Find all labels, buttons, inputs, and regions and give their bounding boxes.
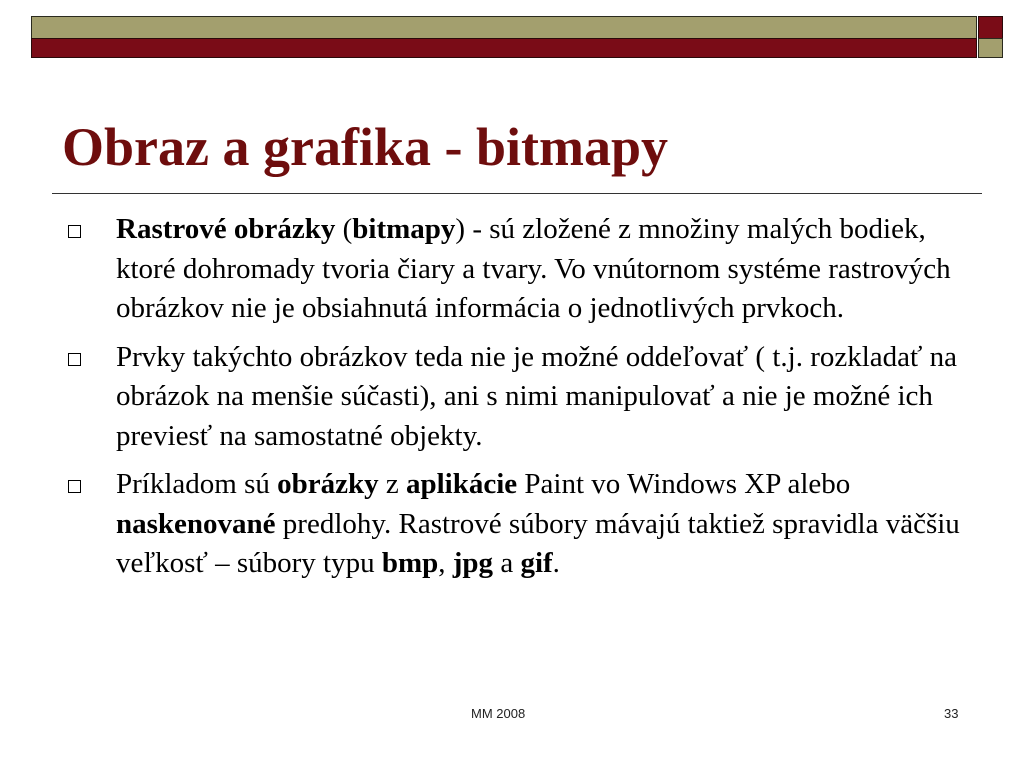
olive-band [31, 16, 977, 39]
bullet-1-part-4: ) - sú zložené z množiny malých bodiek, ktoré dohromady tvoria čiary a tvary. Vo vnútornom systéme rastrových obrázkov nie je obsiahnutá informácia o jednotlivých prvkoch. [116, 213, 951, 324]
olive-corner-square [978, 38, 1003, 58]
bullet-3-part-13: . [552, 547, 560, 579]
bullet-3-part-5: Paint vo Windows XP alebo [517, 468, 851, 500]
bullet-3-part-3: z [378, 468, 406, 500]
bullet-3-part-10: jpg [452, 547, 494, 579]
bullet-3-part-2: obrázky [277, 468, 379, 500]
bullet-1-part-3: bitmapy [352, 213, 456, 245]
bullet-3-part-12: gif [520, 547, 553, 579]
title-divider [52, 193, 982, 194]
square-bullet-icon [68, 480, 81, 493]
bullet-item-1 [64, 210, 984, 329]
maroon-band [31, 38, 977, 58]
square-bullet-icon [68, 225, 81, 238]
page-number: 33 [944, 706, 959, 721]
bullet-3-part-1: Príkladom sú [116, 468, 278, 500]
bullet-1-part-1: Rastrové obrázky [116, 213, 336, 245]
bullet-1-part-2: ( [335, 213, 353, 245]
footer-label: MM 2008 [471, 706, 526, 721]
bullet-3-part-4: aplikácie [406, 468, 518, 500]
bullet-3-part-11: a [493, 547, 521, 579]
bullet-3-part-6: naskenované [116, 507, 276, 540]
bullet-3-part-8: bmp [381, 547, 439, 579]
maroon-corner-square [978, 16, 1003, 39]
bullet-3-part-9: , [438, 547, 453, 579]
bullet-2-part-1: Prvky takýchto obrázkov teda nie je možné oddeľovať ( t.j. rozkladať na obrázok na menšie súčasti), ani s nimi manipulovať a nie je možné ich previesť na samostatné objekty. [116, 340, 958, 452]
bullet-3-part-7: predlohy. Rastrové súbory mávajú taktiež spravidla väčšiu veľkosť – súbory typu [116, 507, 960, 579]
bullet-item-2 [64, 338, 984, 457]
bullet-item-3 [64, 465, 984, 584]
square-bullet-icon [68, 353, 81, 366]
bullet-list [64, 210, 984, 593]
slide-title: Obraz a grafika - bitmapy [62, 117, 668, 177]
header-decoration [0, 0, 1024, 60]
